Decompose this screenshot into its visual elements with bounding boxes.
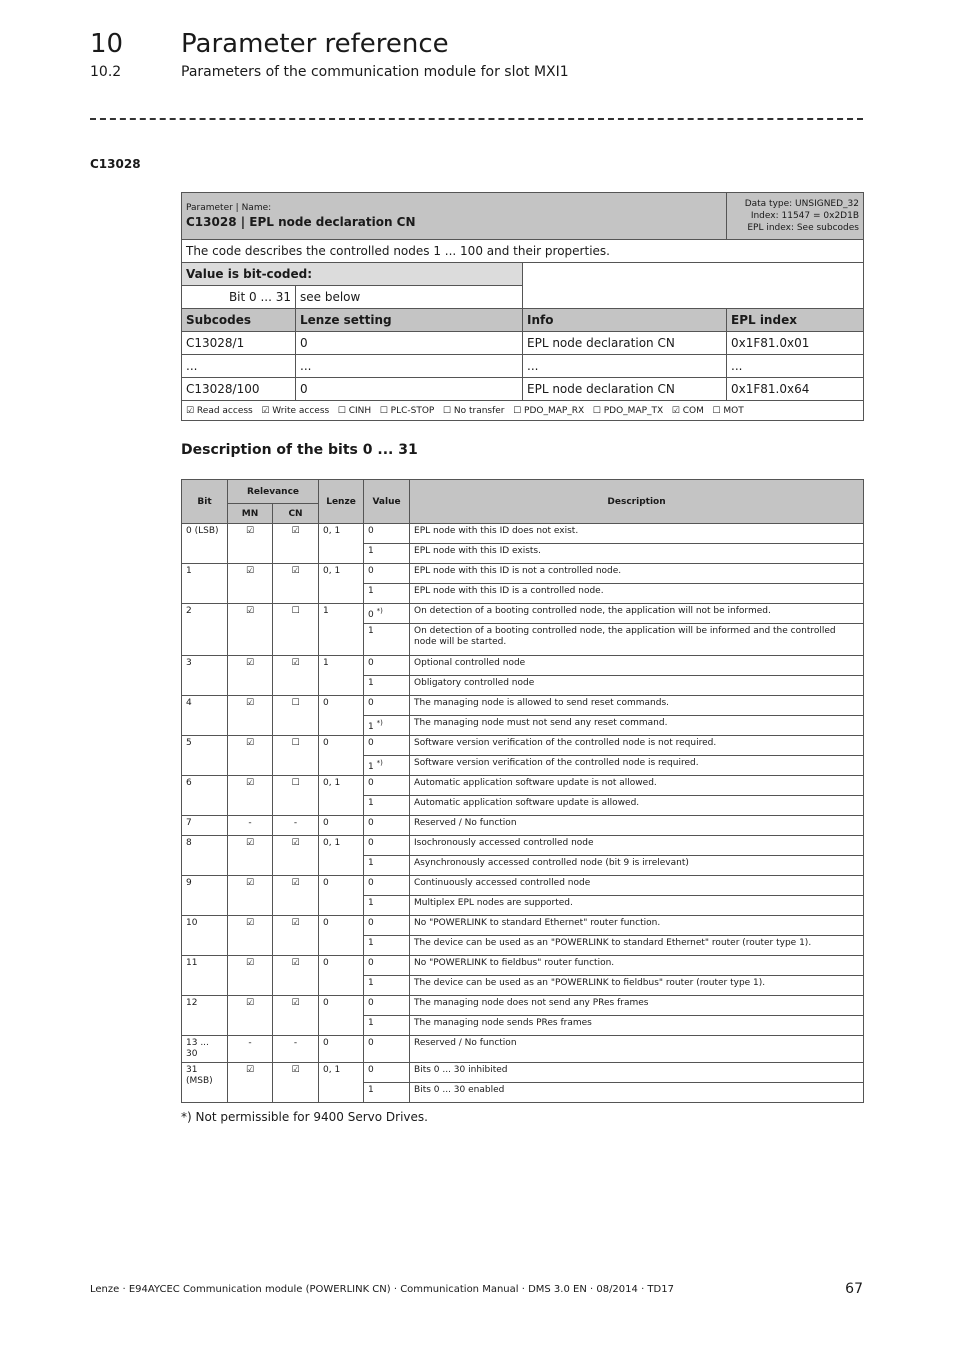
col-relevance: Relevance — [228, 480, 319, 504]
bits-range: Bit 0 ... 31 — [182, 286, 296, 309]
bit-value-text: 0 — [368, 838, 374, 848]
cn-relevance: ☑ — [273, 524, 319, 564]
bit-number: 31 (MSB) — [182, 1063, 228, 1103]
code-title: C13028 — [90, 157, 141, 171]
bit-value-text: 0 — [368, 658, 374, 668]
bit-number: 12 — [182, 996, 228, 1036]
bit-number: 3 — [182, 656, 228, 696]
bit-value-text: 1 — [368, 722, 374, 732]
bit-value-text: 1 — [368, 798, 374, 808]
bit-value — [364, 564, 410, 584]
bit-value-text: 1 — [368, 1085, 374, 1095]
cn-relevance: ☑ — [273, 876, 319, 916]
mn-relevance: - — [228, 816, 273, 836]
table-row — [182, 378, 864, 401]
bit-value-text: 0 — [368, 526, 374, 536]
access-flags: ☑ Read access ☑ Write access ☐ CINH ☐ PLC-STOP ☐ No transfer ☐ PDO_MAP_RX ☐ PDO_MAP_TX ☑ COM ☐ MOT — [182, 401, 864, 421]
cn-relevance: ☐ — [273, 604, 319, 656]
bit-value-text: 0 — [368, 1065, 374, 1075]
bit-value — [364, 584, 410, 604]
bit-value-text: 0 — [368, 918, 374, 928]
lenze-value: 0, 1 — [319, 524, 364, 564]
footnote: *) Not permissible for 9400 Servo Drives. — [181, 1110, 428, 1124]
parameter-name-cell — [182, 193, 727, 240]
section-title: Parameters of the communication module for slot MXI1 — [181, 64, 569, 80]
bit-value — [364, 876, 410, 896]
bit-description: The device can be used as an "POWERLINK to fieldbus" router (router type 1). — [410, 976, 864, 996]
bit-number: 9 — [182, 876, 228, 916]
bit-value-text: 0 — [368, 738, 374, 748]
bit-value — [364, 896, 410, 916]
bit-number: 13 ... 30 — [182, 1036, 228, 1063]
bit-value — [364, 696, 410, 716]
parameter-name: C13028 | EPL node declaration CN — [186, 215, 416, 229]
bit-value-text: 0 — [368, 998, 374, 1008]
cn-relevance: ☐ — [273, 696, 319, 736]
bit-value-text: 1 — [368, 546, 374, 556]
bit-description: EPL node with this ID is not a controlled node. — [410, 564, 864, 584]
bit-value — [364, 1016, 410, 1036]
lenze-setting: 0 — [296, 332, 523, 355]
bit-value — [364, 624, 410, 656]
parameter-table — [181, 192, 864, 421]
cn-relevance: ☑ — [273, 916, 319, 956]
bit-value-text: 0 — [368, 878, 374, 888]
bit-value-text: 1 — [368, 626, 374, 636]
col-lenze: Lenze — [319, 480, 364, 524]
bit-value-text: 0 — [368, 818, 374, 828]
table-row — [182, 1036, 864, 1063]
lenze-value: 0, 1 — [319, 564, 364, 604]
header-divider — [90, 118, 863, 120]
bit-value-text: 0 — [368, 610, 374, 620]
lenze-value: 0, 1 — [319, 1063, 364, 1103]
bit-description: The managing node must not send any reset command. — [410, 716, 864, 736]
bit-number: 6 — [182, 776, 228, 816]
bit-description: Automatic application software update is not allowed. — [410, 776, 864, 796]
lenze-value: 0 — [319, 1036, 364, 1063]
bit-number: 8 — [182, 836, 228, 876]
bit-description: The managing node is allowed to send reset commands. — [410, 696, 864, 716]
table-row — [182, 564, 864, 584]
bit-value — [364, 996, 410, 1016]
mn-relevance: ☑ — [228, 696, 273, 736]
bit-value-text: 1 — [368, 898, 374, 908]
mn-relevance: ☑ — [228, 604, 273, 656]
bit-description: Bits 0 ... 30 enabled — [410, 1083, 864, 1103]
bit-number: 7 — [182, 816, 228, 836]
table-row — [182, 696, 864, 716]
cn-relevance: ☑ — [273, 836, 319, 876]
table-row — [182, 816, 864, 836]
bit-value-text: 0 — [368, 778, 374, 788]
mn-relevance: - — [228, 1036, 273, 1063]
parameter-description: The code describes the controlled nodes 1 ... 100 and their properties. — [182, 240, 864, 263]
bit-value — [364, 976, 410, 996]
bit-description: EPL node with this ID exists. — [410, 544, 864, 564]
bits-heading: Description of the bits 0 ... 31 — [181, 442, 418, 458]
cn-relevance: - — [273, 816, 319, 836]
bit-value — [364, 956, 410, 976]
bit-description: Bits 0 ... 30 inhibited — [410, 1063, 864, 1083]
bit-description: EPL node with this ID is a controlled node. — [410, 584, 864, 604]
table-row — [182, 604, 864, 624]
cn-relevance: ☑ — [273, 996, 319, 1036]
table-row — [182, 916, 864, 936]
footnote-marker: *) — [376, 607, 383, 615]
bit-value — [364, 716, 410, 736]
chapter-title: Parameter reference — [181, 29, 449, 59]
bits-table — [181, 479, 864, 1103]
mn-relevance: ☑ — [228, 564, 273, 604]
lenze-value: 0, 1 — [319, 836, 364, 876]
subcode: ... — [182, 355, 296, 378]
bit-value — [364, 1036, 410, 1063]
mn-relevance: ☑ — [228, 876, 273, 916]
col-description: Description — [410, 480, 864, 524]
bit-number: 11 — [182, 956, 228, 996]
bit-value-text: 1 — [368, 586, 374, 596]
mn-relevance: ☑ — [228, 656, 273, 696]
bit-description: Software version verification of the controlled node is required. — [410, 756, 864, 776]
col-value: Value — [364, 480, 410, 524]
lenze-value: 0 — [319, 816, 364, 836]
bit-description: Automatic application software update is allowed. — [410, 796, 864, 816]
cn-relevance: ☑ — [273, 656, 319, 696]
data-type: Data type: UNSIGNED_32 — [744, 199, 859, 209]
col-mn: MN — [228, 504, 273, 524]
bit-value-text: 1 — [368, 938, 374, 948]
table-row — [182, 656, 864, 676]
lenze-value: 0 — [319, 996, 364, 1036]
bit-description: Software version verification of the controlled node is not required. — [410, 736, 864, 756]
bit-value-text: 0 — [368, 1038, 374, 1048]
bit-value — [364, 676, 410, 696]
table-row — [182, 524, 864, 544]
bit-value-text: 1 — [368, 678, 374, 688]
table-row — [182, 956, 864, 976]
table-row — [182, 836, 864, 856]
column-header: Info — [523, 309, 727, 332]
bit-value-text: 1 — [368, 762, 374, 772]
chapter-number: 10 — [90, 29, 124, 59]
bit-description: Asynchronously accessed controlled node (bit 9 is irrelevant) — [410, 856, 864, 876]
bit-description: No "POWERLINK to fieldbus" router function. — [410, 956, 864, 976]
lenze-setting: ... — [296, 355, 523, 378]
lenze-setting: 0 — [296, 378, 523, 401]
column-header: Subcodes — [182, 309, 296, 332]
parameter-name-label: Parameter | Name: — [186, 203, 272, 213]
bit-description: The managing node does not send any PRes frames — [410, 996, 864, 1016]
bit-number: 5 — [182, 736, 228, 776]
mn-relevance: ☑ — [228, 736, 273, 776]
bit-description: Continuously accessed controlled node — [410, 876, 864, 896]
mn-relevance: ☑ — [228, 996, 273, 1036]
table-row — [182, 736, 864, 756]
col-bit: Bit — [182, 480, 228, 524]
bit-description: Multiplex EPL nodes are supported. — [410, 896, 864, 916]
index: Index: 11547 = 0x2D1B — [750, 211, 859, 221]
bit-value — [364, 1063, 410, 1083]
mn-relevance: ☑ — [228, 776, 273, 816]
table-row — [182, 1063, 864, 1083]
lenze-value: 0 — [319, 876, 364, 916]
lenze-value: 0 — [319, 956, 364, 996]
info: EPL node declaration CN — [523, 378, 727, 401]
bit-description: The device can be used as an "POWERLINK to standard Ethernet" router (router type 1). — [410, 936, 864, 956]
table-row — [182, 332, 864, 355]
bit-value — [364, 604, 410, 624]
bit-value-text: 0 — [368, 958, 374, 968]
cn-relevance: ☑ — [273, 1063, 319, 1103]
cn-relevance: - — [273, 1036, 319, 1063]
bit-value-text: 1 — [368, 978, 374, 988]
info: EPL node declaration CN — [523, 332, 727, 355]
column-header: Lenze setting — [296, 309, 523, 332]
footnote-marker: *) — [376, 719, 383, 727]
bitcoded-label: Value is bit-coded: — [182, 263, 523, 286]
lenze-value: 0 — [319, 916, 364, 956]
bit-value — [364, 656, 410, 676]
info: ... — [523, 355, 727, 378]
mn-relevance: ☑ — [228, 836, 273, 876]
bit-value — [364, 544, 410, 564]
bit-description: On detection of a booting controlled node, the application will be informed and the controlled node will be started. — [410, 624, 864, 656]
cn-relevance: ☐ — [273, 776, 319, 816]
bit-number: 10 — [182, 916, 228, 956]
bit-description: Reserved / No function — [410, 816, 864, 836]
bit-value-text: 0 — [368, 698, 374, 708]
epl-index-value: 0x1F81.0x64 — [727, 378, 864, 401]
bit-value — [364, 836, 410, 856]
bit-value — [364, 936, 410, 956]
bit-description: EPL node with this ID does not exist. — [410, 524, 864, 544]
bit-value — [364, 816, 410, 836]
bit-value — [364, 856, 410, 876]
cn-relevance: ☑ — [273, 564, 319, 604]
bit-description: Obligatory controlled node — [410, 676, 864, 696]
footer-text: Lenze · E94AYCEC Communication module (POWERLINK CN) · Communication Manual · DMS 3.0 EN · 08/2014 · TD17 — [90, 1284, 674, 1295]
bit-value — [364, 736, 410, 756]
cn-relevance: ☑ — [273, 956, 319, 996]
bit-value-text: 0 — [368, 566, 374, 576]
table-row — [182, 355, 864, 378]
bit-value — [364, 776, 410, 796]
table-row — [182, 996, 864, 1016]
bit-value — [364, 1083, 410, 1103]
footnote-marker: *) — [376, 759, 383, 767]
mn-relevance: ☑ — [228, 956, 273, 996]
mn-relevance: ☑ — [228, 916, 273, 956]
bit-number: 2 — [182, 604, 228, 656]
table-row — [182, 776, 864, 796]
bit-number: 1 — [182, 564, 228, 604]
epl-index: EPL index: See subcodes — [747, 223, 859, 233]
mn-relevance: ☑ — [228, 524, 273, 564]
epl-index-value: 0x1F81.0x01 — [727, 332, 864, 355]
bit-description: The managing node sends PRes frames — [410, 1016, 864, 1036]
bit-value-text: 1 — [368, 1018, 374, 1028]
parameter-datatype-cell — [727, 193, 864, 240]
bit-value — [364, 916, 410, 936]
bit-value — [364, 756, 410, 776]
bit-value-text: 1 — [368, 858, 374, 868]
page-number: 67 — [845, 1281, 863, 1297]
column-header: EPL index — [727, 309, 864, 332]
table-row — [182, 876, 864, 896]
lenze-value: 1 — [319, 656, 364, 696]
bit-description: No "POWERLINK to standard Ethernet" router function. — [410, 916, 864, 936]
bit-number: 4 — [182, 696, 228, 736]
lenze-value: 0 — [319, 736, 364, 776]
empty-cell — [523, 263, 864, 309]
subcode: C13028/100 — [182, 378, 296, 401]
bit-description: On detection of a booting controlled node, the application will not be informed. — [410, 604, 864, 624]
col-cn: CN — [273, 504, 319, 524]
bit-value — [364, 524, 410, 544]
lenze-value: 0, 1 — [319, 776, 364, 816]
mn-relevance: ☑ — [228, 1063, 273, 1103]
subcode: C13028/1 — [182, 332, 296, 355]
bit-description: Isochronously accessed controlled node — [410, 836, 864, 856]
bit-number: 0 (LSB) — [182, 524, 228, 564]
cn-relevance: ☐ — [273, 736, 319, 776]
bit-value — [364, 796, 410, 816]
bits-value: see below — [296, 286, 523, 309]
epl-index-value: ... — [727, 355, 864, 378]
bit-description: Reserved / No function — [410, 1036, 864, 1063]
section-number: 10.2 — [90, 64, 122, 80]
bit-description: Optional controlled node — [410, 656, 864, 676]
lenze-value: 1 — [319, 604, 364, 656]
lenze-value: 0 — [319, 696, 364, 736]
